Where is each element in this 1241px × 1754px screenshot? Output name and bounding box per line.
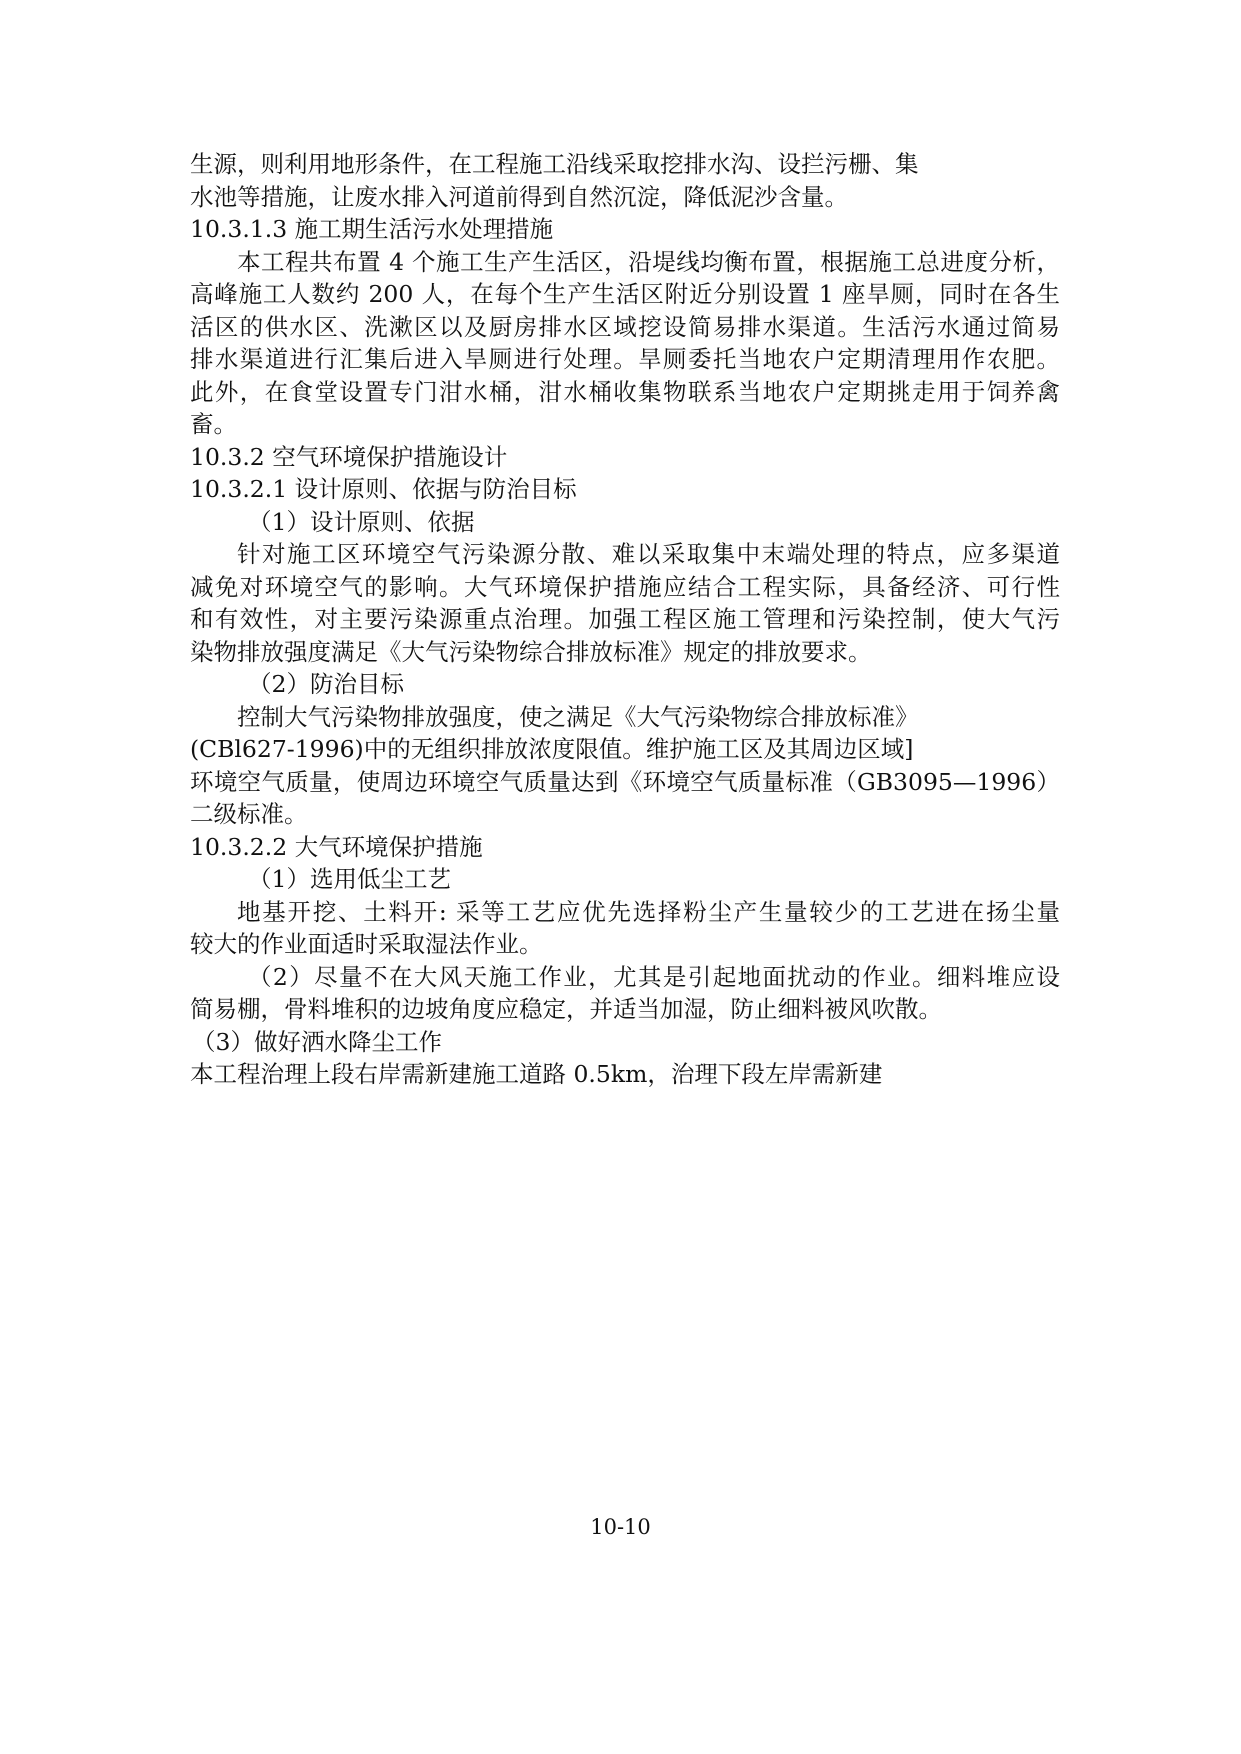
body-line: 和有效性，对主要污染源重点治理。加强工程区施工管理和污染控制，使大气污 <box>190 605 1060 633</box>
body-line: （2）尽量不在大风天施工作业，尤其是引起地面扰动的作业。细料堆应设 <box>248 962 1060 991</box>
body-line: 针对施工区环境空气污染源分散、难以采取集中末端处理的特点，应多渠道 <box>237 540 1060 568</box>
body-line: 本工程共布置 4 个施工生产生活区，沿堤线均衡布置，根据施工总进度分析， <box>237 247 1060 276</box>
body-line: 简易棚，骨料堆积的边坡角度应稳定，并适当加湿，防止细料被风吹散。 <box>190 995 942 1023</box>
section-heading: 10.3.1.3 施工期生活污水处理措施 <box>190 215 554 243</box>
body-line: 生源，则利用地形条件，在工程施工沿线采取挖排水沟、设拦污栅、集 <box>190 150 919 178</box>
subheading: （2）防治目标 <box>248 670 404 698</box>
body-line: 地基开挖、土料开: 采等工艺应优先选择粉尘产生量较少的工艺进在扬尘量 <box>237 897 1060 926</box>
document-body <box>190 148 1060 1091</box>
page-number: 10-10 <box>590 1515 651 1539</box>
body-line: 活区的供水区、洗漱区以及厨房排水区域挖设简易排水渠道。生活污水通过简易 <box>190 312 1060 341</box>
body-line: 本工程治理上段右岸需新建施工道路 0.5km，治理下段左岸需新建 <box>190 1060 883 1088</box>
subheading: （1）选用低尘工艺 <box>248 865 451 893</box>
section-heading: 10.3.2.1 设计原则、依据与防治目标 <box>190 475 577 503</box>
subheading: （3）做好洒水降尘工作 <box>192 1027 442 1056</box>
body-line: 排水渠道进行汇集后进入旱厕进行处理。旱厕委托当地农户定期清理用作农肥。 <box>190 345 1060 373</box>
section-heading: 10.3.2 空气环境保护措施设计 <box>190 442 508 471</box>
body-line: 减免对环境空气的影响。大气环境保护措施应结合工程实际，具备经济、可行性 <box>190 572 1060 601</box>
body-line: 二级标准。 <box>190 800 308 828</box>
section-heading: 10.3.2.2 大气环境保护措施 <box>190 832 483 861</box>
body-line: 畜。 <box>190 410 237 438</box>
body-line: 此外，在食堂设置专门泔水桶，泔水桶收集物联系当地农户定期挑走用于饲养禽 <box>190 377 1060 406</box>
body-line: 控制大气污染物排放强度，使之满足《大气污染物综合排放标准》 <box>237 702 919 731</box>
body-line: 较大的作业面适时采取湿法作业。 <box>190 930 543 958</box>
body-line: (CBl627-1996)中的无组织排放浓度限值。维护施工区及其周边区域] <box>190 735 914 763</box>
body-line: 染物排放强度满足《大气污染物综合排放标准》规定的排放要求。 <box>190 637 872 666</box>
body-line: 高峰施工人数约 200 人，在每个生产生活区附近分别设置 1 座旱厕，同时在各生 <box>190 280 1060 308</box>
body-line: 环境空气质量，使周边环境空气质量达到《环境空气质量标准（GB3095—1996） <box>190 767 1060 796</box>
subheading: （1）设计原则、依据 <box>248 507 475 536</box>
body-line: 水池等措施，让废水排入河道前得到自然沉淀，降低泥沙含量。 <box>190 182 848 211</box>
